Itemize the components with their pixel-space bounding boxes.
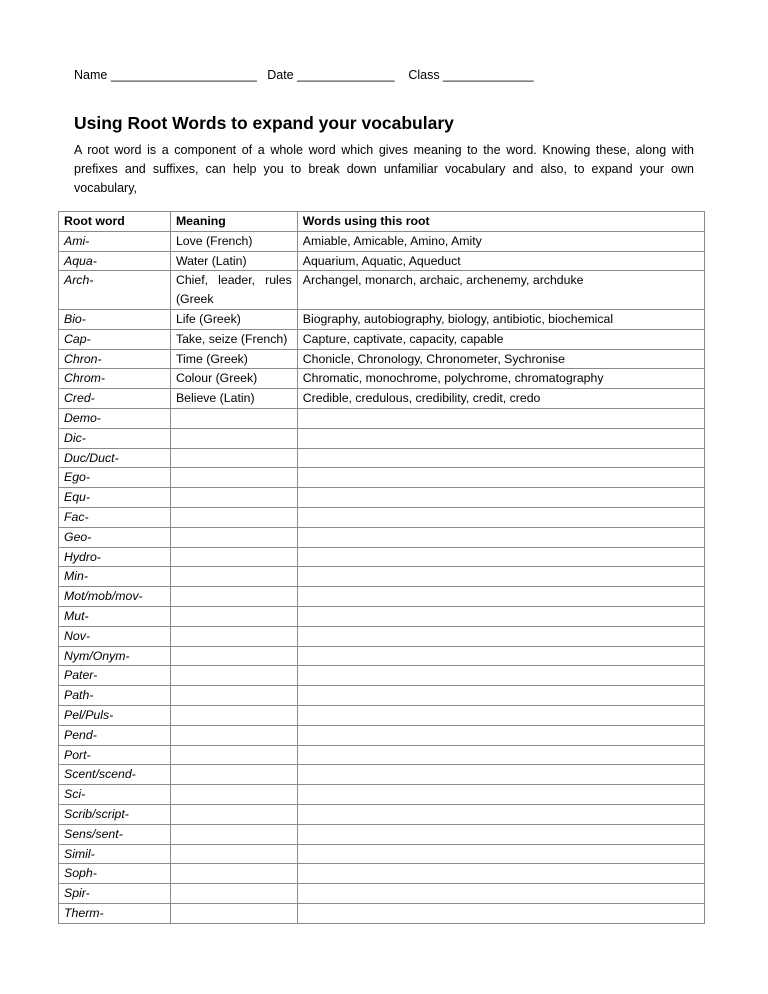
root-word-cell: Bio- — [59, 309, 171, 329]
words-cell — [297, 725, 704, 745]
words-cell: Credible, credulous, credibility, credit, credo — [297, 389, 704, 409]
meaning-cell — [170, 844, 297, 864]
student-info-line: Name _____________________ Date ______________ Class _____________ — [74, 68, 534, 82]
words-cell — [297, 428, 704, 448]
words-cell — [297, 686, 704, 706]
meaning-cell — [170, 448, 297, 468]
header-meaning: Meaning — [170, 212, 297, 232]
words-cell — [297, 567, 704, 587]
table-row — [59, 468, 705, 488]
meaning-cell: Chief, leader, rules (Greek — [170, 271, 297, 310]
table-row — [59, 428, 705, 448]
table-row — [59, 666, 705, 686]
meaning-cell — [170, 745, 297, 765]
words-cell — [297, 884, 704, 904]
table-row — [59, 408, 705, 428]
words-cell — [297, 785, 704, 805]
words-cell: Chromatic, monochrome, polychrome, chromatography — [297, 369, 704, 389]
table-row — [59, 309, 705, 329]
table-row — [59, 251, 705, 271]
root-word-cell: Fac- — [59, 507, 171, 527]
root-word-cell: Pend- — [59, 725, 171, 745]
meaning-cell: Believe (Latin) — [170, 389, 297, 409]
root-word-cell: Mot/mob/mov- — [59, 587, 171, 607]
root-word-cell: Pater- — [59, 666, 171, 686]
root-words-table — [58, 211, 705, 924]
meaning-cell — [170, 864, 297, 884]
meaning-cell: Life (Greek) — [170, 309, 297, 329]
root-word-cell: Dic- — [59, 428, 171, 448]
table-row — [59, 765, 705, 785]
meaning-cell — [170, 547, 297, 567]
words-cell — [297, 824, 704, 844]
words-cell: Archangel, monarch, archaic, archenemy, archduke — [297, 271, 704, 310]
root-word-cell: Duc/Duct- — [59, 448, 171, 468]
root-word-cell: Soph- — [59, 864, 171, 884]
root-word-cell: Scent/scend- — [59, 765, 171, 785]
words-cell — [297, 507, 704, 527]
root-word-cell: Cred- — [59, 389, 171, 409]
root-word-cell: Geo- — [59, 527, 171, 547]
root-word-cell: Mut- — [59, 606, 171, 626]
root-word-cell: Min- — [59, 567, 171, 587]
words-cell: Capture, captivate, capacity, capable — [297, 329, 704, 349]
meaning-cell — [170, 428, 297, 448]
words-cell — [297, 765, 704, 785]
words-cell — [297, 468, 704, 488]
words-cell: Amiable, Amicable, Amino, Amity — [297, 231, 704, 251]
meaning-cell — [170, 488, 297, 508]
meaning-cell — [170, 824, 297, 844]
words-cell — [297, 804, 704, 824]
words-cell — [297, 626, 704, 646]
words-cell: Chonicle, Chronology, Chronometer, Sychronise — [297, 349, 704, 369]
table-row — [59, 231, 705, 251]
meaning-cell — [170, 646, 297, 666]
table-row — [59, 804, 705, 824]
root-word-cell: Arch- — [59, 271, 171, 310]
words-cell — [297, 587, 704, 607]
words-cell — [297, 864, 704, 884]
words-cell — [297, 606, 704, 626]
root-word-cell: Demo- — [59, 408, 171, 428]
root-word-cell: Chrom- — [59, 369, 171, 389]
meaning-cell — [170, 527, 297, 547]
root-word-cell: Chron- — [59, 349, 171, 369]
page-title: Using Root Words to expand your vocabulary — [74, 113, 454, 133]
root-word-cell: Scrib/script- — [59, 804, 171, 824]
root-word-cell: Pel/Puls- — [59, 705, 171, 725]
words-cell — [297, 745, 704, 765]
root-word-cell: Equ- — [59, 488, 171, 508]
table-row — [59, 271, 705, 310]
meaning-cell — [170, 884, 297, 904]
words-cell — [297, 448, 704, 468]
table-row — [59, 527, 705, 547]
meaning-cell — [170, 765, 297, 785]
table-row — [59, 745, 705, 765]
meaning-cell: Time (Greek) — [170, 349, 297, 369]
meaning-cell — [170, 567, 297, 587]
root-word-cell: Sens/sent- — [59, 824, 171, 844]
meaning-cell: Take, seize (French) — [170, 329, 297, 349]
table-header-row — [59, 212, 705, 232]
words-cell — [297, 646, 704, 666]
root-word-cell: Aqua- — [59, 251, 171, 271]
meaning-cell — [170, 903, 297, 923]
root-word-cell: Ego- — [59, 468, 171, 488]
words-cell — [297, 666, 704, 686]
table-row — [59, 547, 705, 567]
root-word-cell: Therm- — [59, 903, 171, 923]
words-cell — [297, 547, 704, 567]
root-word-cell: Path- — [59, 686, 171, 706]
words-cell: Biography, autobiography, biology, antibiotic, biochemical — [297, 309, 704, 329]
meaning-cell: Love (French) — [170, 231, 297, 251]
table-row — [59, 725, 705, 745]
root-word-cell: Nym/Onym- — [59, 646, 171, 666]
words-cell — [297, 903, 704, 923]
meaning-cell — [170, 507, 297, 527]
meaning-cell — [170, 606, 297, 626]
table-row — [59, 488, 705, 508]
meaning-cell — [170, 468, 297, 488]
intro-paragraph: A root word is a component of a whole word which gives meaning to the word. Knowing these, along with prefixes and suffixes, can help you to break down unfamiliar vocabulary and also, to expand your own vocabulary, — [74, 143, 694, 195]
meaning-cell — [170, 785, 297, 805]
meaning-cell: Water (Latin) — [170, 251, 297, 271]
table-row — [59, 369, 705, 389]
words-cell — [297, 844, 704, 864]
table-row — [59, 329, 705, 349]
meaning-cell — [170, 587, 297, 607]
table-row — [59, 785, 705, 805]
words-cell — [297, 705, 704, 725]
table-row — [59, 824, 705, 844]
table-row — [59, 507, 705, 527]
root-word-cell: Cap- — [59, 329, 171, 349]
root-word-cell: Port- — [59, 745, 171, 765]
table-row — [59, 626, 705, 646]
table-row — [59, 448, 705, 468]
meaning-cell — [170, 666, 297, 686]
root-word-cell: Spir- — [59, 884, 171, 904]
meaning-cell — [170, 626, 297, 646]
root-word-cell: Simil- — [59, 844, 171, 864]
root-word-cell: Sci- — [59, 785, 171, 805]
table-row — [59, 587, 705, 607]
table-row — [59, 606, 705, 626]
meaning-cell — [170, 686, 297, 706]
words-cell — [297, 527, 704, 547]
words-cell — [297, 488, 704, 508]
table-row — [59, 844, 705, 864]
table-row — [59, 349, 705, 369]
meaning-cell — [170, 725, 297, 745]
table-row — [59, 705, 705, 725]
table-row — [59, 686, 705, 706]
table-row — [59, 646, 705, 666]
words-cell: Aquarium, Aquatic, Aqueduct — [297, 251, 704, 271]
table-row — [59, 903, 705, 923]
table-row — [59, 884, 705, 904]
table-row — [59, 864, 705, 884]
root-word-cell: Ami- — [59, 231, 171, 251]
table-row — [59, 567, 705, 587]
table-row — [59, 389, 705, 409]
header-words: Words using this root — [297, 212, 704, 232]
meaning-cell — [170, 804, 297, 824]
header-root-word: Root word — [59, 212, 171, 232]
words-cell — [297, 408, 704, 428]
root-word-cell: Nov- — [59, 626, 171, 646]
meaning-cell: Colour (Greek) — [170, 369, 297, 389]
meaning-cell — [170, 408, 297, 428]
meaning-cell — [170, 705, 297, 725]
root-word-cell: Hydro- — [59, 547, 171, 567]
